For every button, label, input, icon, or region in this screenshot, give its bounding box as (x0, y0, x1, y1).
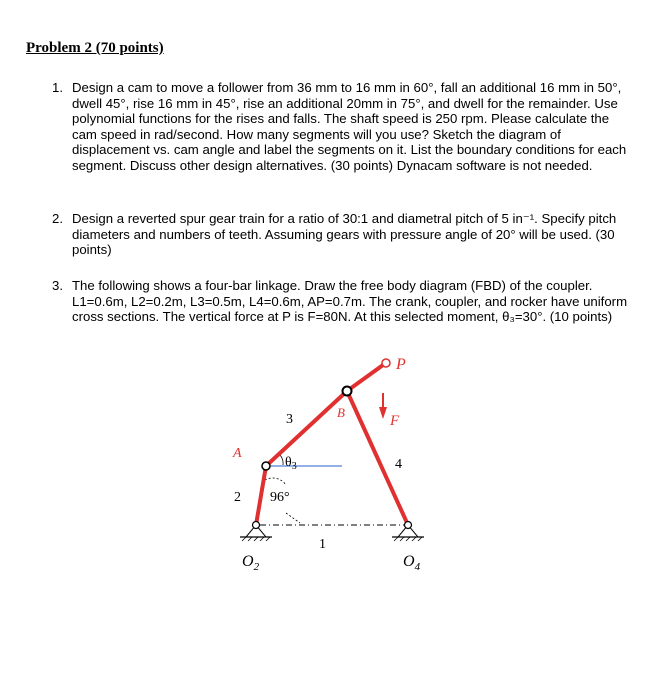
label-F: F (390, 413, 400, 429)
problem-number: 1. (52, 80, 63, 95)
ground-pivot-O2 (240, 522, 272, 542)
label-O2: $O_2$ (242, 553, 260, 573)
problem-number: 3. (52, 278, 63, 293)
joint-B (343, 387, 352, 396)
coupler-link-3 (266, 391, 347, 466)
label-angle-96: 96° (270, 490, 290, 505)
point-P (382, 359, 390, 367)
angle-96-arc (265, 478, 286, 485)
four-bar-linkage-figure (220, 345, 450, 585)
joint-A (262, 462, 270, 470)
label-O4: $O_4$ (403, 553, 421, 573)
problem-text: Design a cam to move a follower from 36 mm to 16 mm in 60°, fall an additional 16 mm in 50°, dwell 45°, rise 16 mm in 45°, rise an additional 20mm in 75°, and dwell for the remainder. Use polynomial functions for the rises and falls. The shaft speed is 250 rpm. Please calculate the cam speed in rad/second. How many segments will you use? Sketch the diagram of displacement vs. cam angle and label the segments on it. List the boundary conditions for each segment. Discuss other design alternatives. (30 points) Dynacam software is not needed. (72, 80, 627, 173)
crank-link-2 (256, 466, 266, 525)
problem-heading: Problem 2 (70 points) (26, 40, 164, 56)
force-arrow-head (379, 407, 387, 419)
label-link-2: 2 (234, 490, 241, 505)
problem-text: Design a reverted spur gear train for a ratio of 30:1 and diametral pitch of 5 in⁻¹. Specify pitch diameters and numbers of teeth. Assuming gears with pressure angle of 20° will be used. (30 points) (72, 211, 617, 258)
angle-96-guide (286, 513, 300, 523)
label-B: B (337, 405, 345, 420)
coupler-extension-to-P (347, 365, 383, 391)
label-link-3: 3 (286, 412, 293, 427)
problem-text: The following shows a four-bar linkage. Draw the free body diagram (FBD) of the coupler. L1=0.6m, L2=0.2m, L3=0.5m, L4=0.6m, AP=0.7m. The crank, coupler, and rocker have uniform cross sections. The vertical force at P is F=80N. At this selected moment, θ₃=30°. (10 points) (72, 278, 628, 325)
label-link-1: 1 (319, 537, 326, 552)
label-link-4: 4 (395, 457, 402, 472)
label-theta3: $\theta_3$ (285, 455, 297, 472)
ground-pivot-O4 (392, 522, 424, 542)
label-A: A (233, 446, 242, 461)
problem-number: 2. (52, 211, 63, 226)
label-P: P (396, 356, 406, 373)
theta3-angle-arc (280, 455, 283, 465)
